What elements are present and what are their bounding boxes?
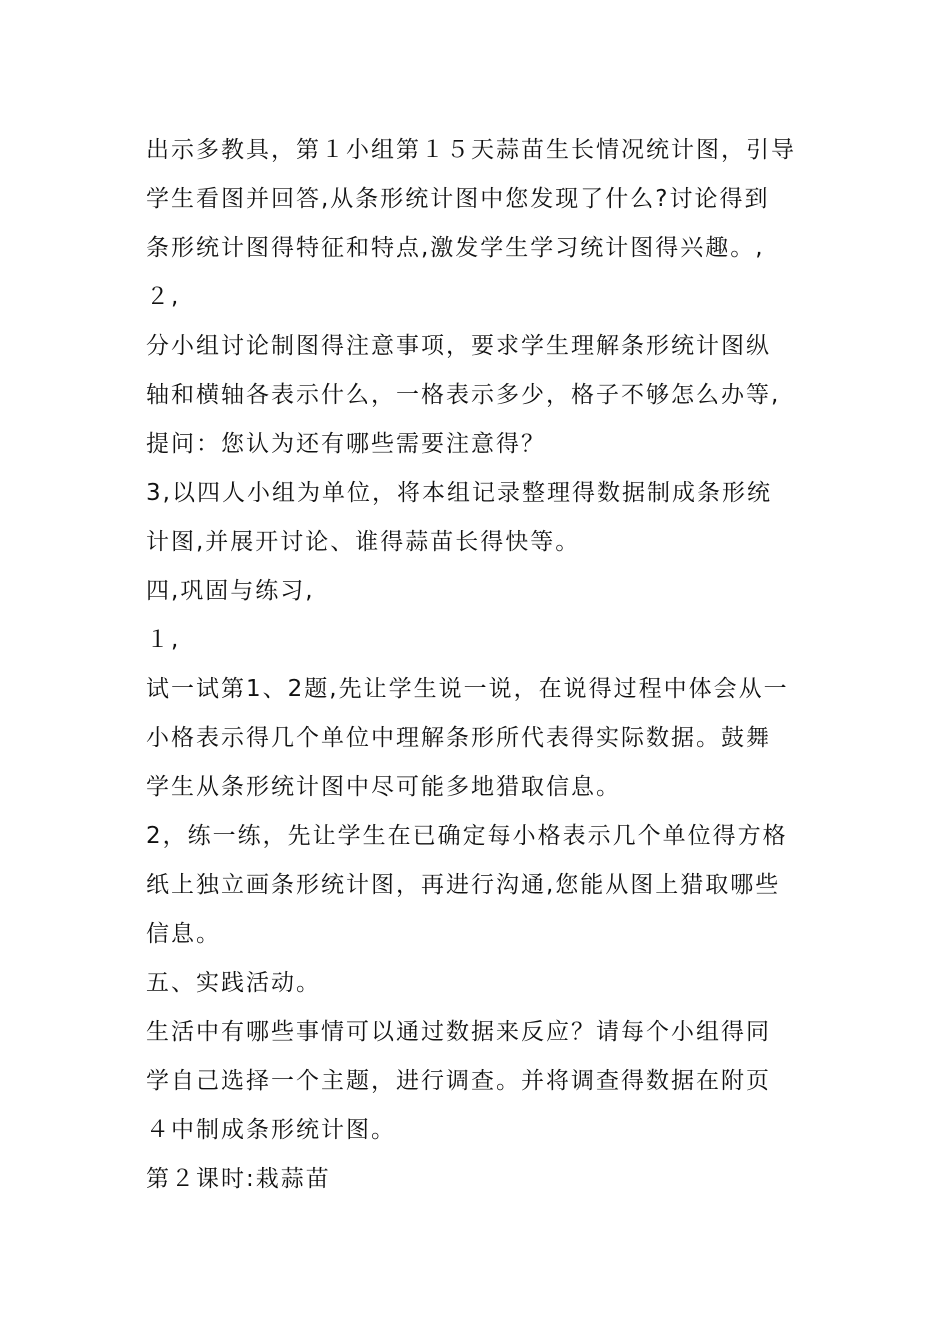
section-heading-5: 五、实践活动。 — [146, 970, 321, 996]
text-line-19: 生活中有哪些事情可以通过数据来反应？请每个小组得同 — [146, 1019, 771, 1045]
text-line-20: 学自己选择一个主题，进行调查。并将调查得数据在附页 — [146, 1068, 771, 1094]
text-line-1: 出示多教具，第１小组第１５天蒜苗生长情况统计图，引导 — [146, 137, 796, 163]
text-line-9: 计图,并展开讨论、谁得蒜苗长得快等。 — [146, 529, 581, 555]
text-line-17: 信息。 — [146, 921, 221, 947]
text-line-7: 提问：您认为还有哪些需要注意得？ — [146, 431, 546, 457]
text-line-12: 试一试第1、2题,先让学生说一说，在说得过程中体会从一 — [146, 676, 789, 702]
text-line-11: １, — [146, 627, 181, 653]
text-line-4: ２, — [146, 284, 181, 310]
text-line-16: 纸上独立画条形统计图，再进行沟通,您能从图上猎取哪些 — [146, 872, 781, 898]
text-line-3: 条形统计图得特征和特点,激发学生学习统计图得兴趣。, — [146, 235, 765, 261]
section-heading-4: 四,巩固与练习, — [146, 578, 315, 604]
document-body — [146, 126, 810, 1204]
lesson-heading: 第２课时:栽蒜苗 — [146, 1166, 331, 1192]
text-line-8: 3,以四人小组为单位，将本组记录整理得数据制成条形统 — [146, 480, 772, 506]
text-line-5: 分小组讨论制图得注意事项，要求学生理解条形统计图纵 — [146, 333, 771, 359]
text-line-13: 小格表示得几个单位中理解条形所代表得实际数据。鼓舞 — [146, 725, 771, 751]
text-line-21: ４中制成条形统计图。 — [146, 1117, 396, 1143]
text-line-15: 2，练一练，先让学生在已确定每小格表示几个单位得方格 — [146, 823, 788, 849]
text-line-6: 轴和横轴各表示什么，一格表示多少，格子不够怎么办等, — [146, 382, 781, 408]
text-line-2: 学生看图并回答,从条形统计图中您发现了什么?讨论得到 — [146, 186, 770, 212]
text-line-14: 学生从条形统计图中尽可能多地猎取信息。 — [146, 774, 621, 800]
